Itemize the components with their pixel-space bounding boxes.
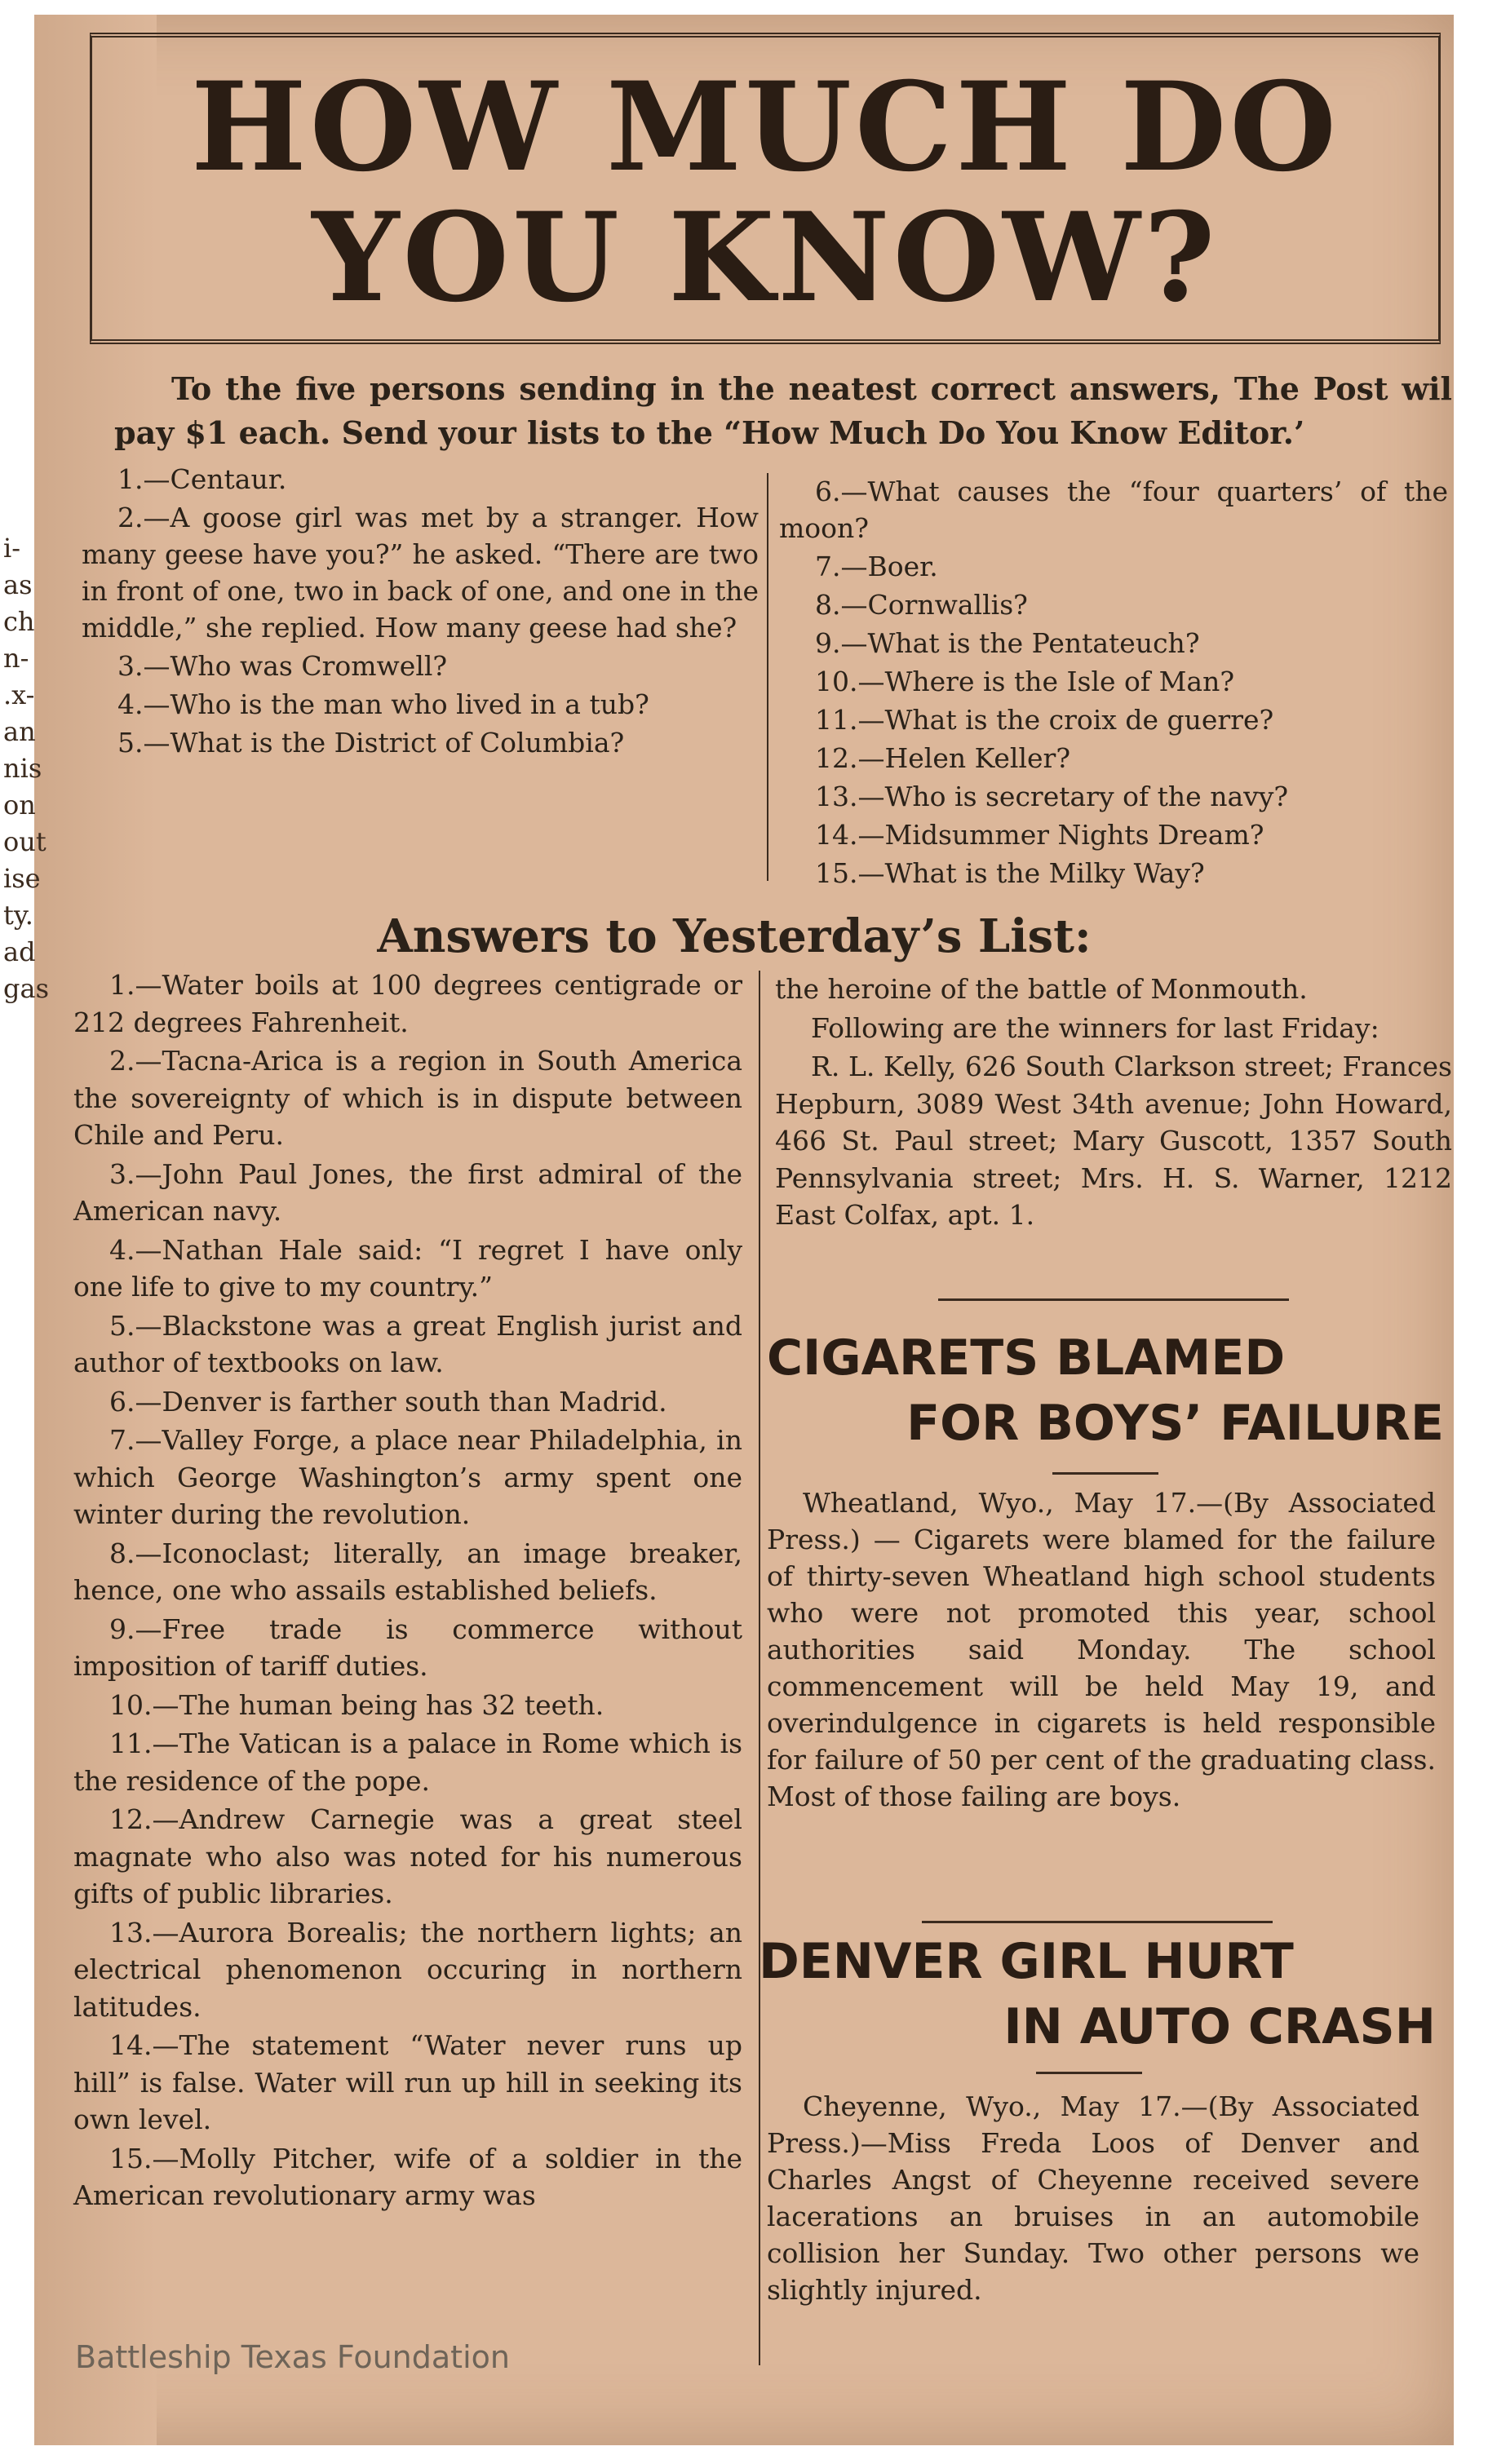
- answer-item: 9.—Free trade is commerce without imposition of tariff duties.: [73, 1612, 742, 1682]
- answer-item: 13.—Aurora Borealis; the northern lights; an electrical phenomenon occuring in northern latitudes.: [73, 1916, 742, 2023]
- answer-item: 7.—Valley Forge, a place near Philadelphia, in which George Washington’s army spent one winter during the revolution.: [73, 1424, 742, 1530]
- answer-item: 5.—Blackstone was a great English jurist and author of textbooks on law.: [73, 1309, 742, 1378]
- answer-item: 3.—John Paul Jones, the first admiral of the American navy.: [73, 1157, 742, 1227]
- answer-item: 1.—Water boils at 100 degrees centigrade or 212 degrees Fahrenheit.: [73, 969, 742, 1038]
- answers-right-column: [775, 971, 1452, 1236]
- intro-paragraph: To the five persons sending in the neatest correct answers, The Post wil pay $1 each. Send your lists to the “How Much Do You Know Editor.’: [114, 370, 1452, 451]
- fragment: ty.: [3, 900, 33, 931]
- fragment: out: [3, 826, 46, 857]
- question-item: 8.—Cornwallis?: [815, 589, 1028, 621]
- fragment: as: [3, 569, 33, 600]
- winners-intro: Following are the winners for last Friday:: [811, 1011, 1380, 1044]
- answer-item: 15.—Molly Pitcher, wife of a soldier in the American revolutionary army was: [73, 2142, 742, 2211]
- fragment: n-: [3, 643, 29, 674]
- fragment: ad: [3, 936, 36, 967]
- answer-item: 6.—Denver is farther south than Madrid.: [109, 1385, 667, 1418]
- story-text: Cheyenne, Wyo., May 17.—(By Associated Press.)—Miss Freda Loos of Denver and Charles Angst of Cheyenne received severe lacerations an bruises in an automobile collision her Sunday. Two other persons we slightly injured.: [767, 2090, 1419, 2306]
- answer-item: 11.—The Vatican is a palace in Rome which is the residence of the pope.: [73, 1727, 742, 1797]
- column-divider: [759, 971, 760, 2365]
- fragment: ise: [3, 863, 41, 894]
- questions-right-column: [779, 473, 1448, 893]
- story-body-denver: [767, 2088, 1419, 2310]
- question-item: 11.—What is the croix de guerre?: [815, 704, 1274, 736]
- question-item: 9.—What is the Pentateuch?: [815, 627, 1200, 659]
- answer-item: 4.—Nathan Hale said: “I regret I have only one life to give to my country.”: [73, 1233, 742, 1303]
- section-rule: [922, 1921, 1273, 1923]
- headline-rule: [1052, 1472, 1158, 1475]
- headline-line-2: YOU KNOW?: [312, 186, 1219, 330]
- headline-box: [90, 33, 1441, 344]
- fragment: an: [3, 716, 36, 747]
- headline-line-1: HOW MUCH DO: [191, 55, 1340, 199]
- adjacent-column-fragments: [3, 530, 69, 1007]
- story-text: Wheatland, Wyo., May 17.—(By Associated Press.) — Cigarets were blamed for the failure of thirty-seven Wheatland high school students who were not promoted this year, school authorities said Monday. The school commencement will be held May 19, and overindulgence in cigarets is held responsible for failure of 50 per cent of the graduating class. Most of those failing are boys.: [767, 1487, 1436, 1812]
- section-rule: [938, 1298, 1289, 1301]
- question-item: 7.—Boer.: [815, 551, 938, 582]
- answer-continuation: the heroine of the battle of Monmouth.: [775, 973, 1308, 1005]
- answer-item: 10.—The human being has 32 teeth.: [109, 1688, 604, 1721]
- answer-item: 12.—Andrew Carnegie was a great steel magnate who also was noted for his numerous gifts of public libraries.: [73, 1803, 742, 1909]
- fragment: on: [3, 790, 36, 821]
- headline-part: IN AUTO CRASH: [1003, 1998, 1436, 2055]
- question-item: 14.—Midsummer Nights Dream?: [815, 819, 1264, 851]
- headline-part: FOR BOYS’ FAILURE: [906, 1395, 1444, 1452]
- watermark: Battleship Texas Foundation: [75, 2339, 510, 2375]
- fragment: i-: [3, 533, 21, 564]
- winners-list: R. L. Kelly, 626 South Clarkson street; Frances Hepburn, 3089 West 34th avenue; John Howard, 466 St. Paul street; Mary Guscott, 1357 South Pennsylvania street; Mrs. H. S. Warner, 1212 East Colfax, apt. 1.: [775, 1051, 1452, 1231]
- question-item: 4.—Who is the man who lived in a tub?: [117, 688, 649, 720]
- story-headline-denver: [759, 1929, 1436, 2059]
- question-item: 13.—Who is secretary of the navy?: [815, 781, 1289, 812]
- headline-part: CIGARETS BLAMED: [767, 1329, 1286, 1387]
- questions-left-column: [82, 461, 759, 763]
- question-item: 15.—What is the Milky Way?: [815, 857, 1205, 889]
- answers-heading: Answers to Yesterday’s List:: [377, 909, 1092, 963]
- fragment: .x-: [3, 679, 35, 710]
- answer-item: 14.—The statement “Water never runs up hill” is false. Water will run up hill in seeking its own level.: [73, 2029, 742, 2135]
- fragment: ch: [3, 606, 35, 637]
- story-headline-cigarets: [767, 1325, 1444, 1456]
- headline-part: DENVER GIRL HURT: [759, 1933, 1294, 1990]
- question-item: 12.—Helen Keller?: [815, 742, 1071, 774]
- answer-item: 8.—Iconoclast; literally, an image breaker, hence, one who assails established beliefs.: [73, 1537, 742, 1606]
- column-divider: [767, 473, 768, 881]
- question-item: 2.—A goose girl was met by a stranger. How many geese have you?” he asked. “There are two in front of one, two in back of one, and one in the middle,” she replied. How many geese had she?: [82, 502, 759, 644]
- question-item: 10.—Where is the Isle of Man?: [815, 666, 1235, 697]
- answers-left-column: [73, 967, 742, 2216]
- answer-item: 2.—Tacna-Arica is a region in South America the sovereignty of which is in dispute between Chile and Peru.: [73, 1045, 742, 1151]
- question-item: 1.—Centaur.: [117, 463, 287, 495]
- question-item: 3.—Who was Cromwell?: [117, 650, 448, 682]
- headline-rule: [1036, 2072, 1142, 2074]
- fragment: gas: [3, 973, 49, 1004]
- story-body-cigarets: [767, 1484, 1436, 1816]
- fragment: nis: [3, 753, 42, 784]
- question-item: 6.—What causes the “four quarters’ of the moon?: [779, 476, 1448, 544]
- question-item: 5.—What is the District of Columbia?: [117, 727, 625, 759]
